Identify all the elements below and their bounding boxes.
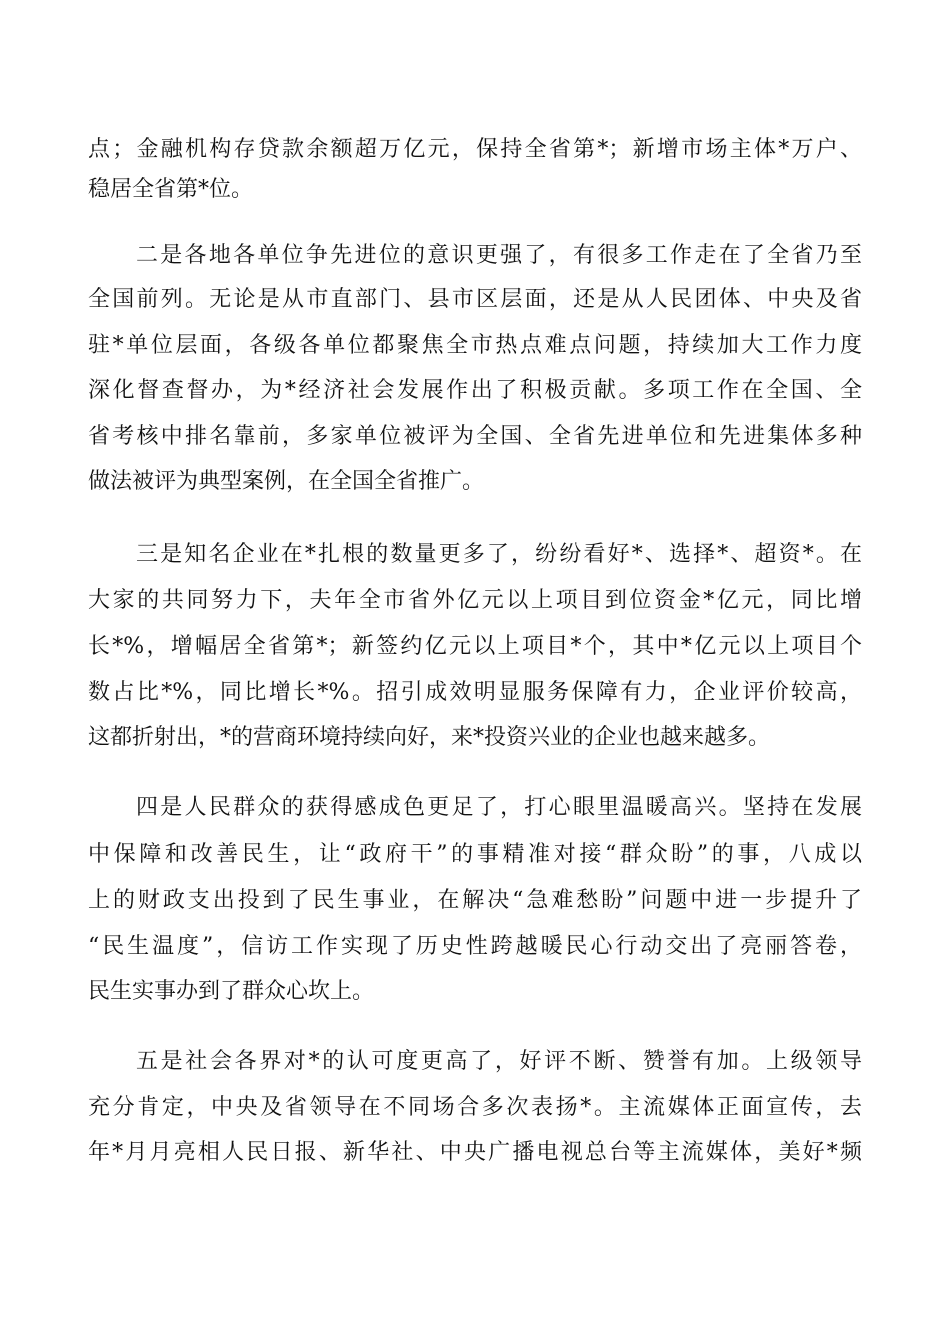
text-line: 这都折射出，*的营商环境持续向好，来*投资兴业的企业也越来越多。 [88, 725, 771, 750]
text-line: 做法被评为典型案例，在全国全省推广。 [88, 469, 485, 494]
text-line: 深化督查督办，为*经济社会发展作出了积极贡献。多项工作在全国、全 [88, 378, 862, 403]
text-line: “民生温度”，信访工作实现了历史性跨越暖民心行动交出了亮丽答卷， [88, 934, 862, 959]
text-line: 大家的共同努力下，夫年全市省外亿元以上项目到位资金*亿元，同比增 [88, 588, 862, 613]
text-line: 点；金融机构存贷款余额超万亿元，保持全省第*；新增市场主体*万户、 [88, 137, 862, 162]
paragraph-5-line-1: 五是社会各界对*的认可度更高了，好评不断、赞誉有加。上级领导 [136, 1049, 862, 1074]
paragraph-3-line-1: 三是知名企业在*扎根的数量更多了，纷纷看好*、选择*、超资*。在 [136, 542, 862, 567]
text-line: 上的财政支出投到了民生事业，在解决“急难愁盼”问题中进一步提升了 [88, 888, 862, 913]
text-line: 年*月月亮相人民日报、新华社、中央广播电视总台等主流媒体，美好*频 [88, 1140, 862, 1165]
text-line: 中保障和改善民生，让“政府干”的事精准对接“群众盼”的事，八成以 [88, 842, 862, 867]
text-line: 民生实事办到了群众心坎上。 [88, 979, 375, 1004]
paragraph-4-line-1: 四是人民群众的获得感成色更足了，打心眼里温暖高兴。坚持在发展 [136, 795, 862, 820]
text-line: 数占比*%，同比增长*%。招引成效明显服务保障有力，企业评价较高， [88, 680, 862, 705]
text-line: 稳居全省第*位。 [88, 177, 254, 202]
paragraph-2-line-1: 二是各地各单位争先进位的意识更强了，有很多工作走在了全省乃至 [136, 243, 862, 268]
text-line: 充分肯定，中央及省领导在不同场合多次表扬*。主流媒体正面宣传，去 [88, 1095, 862, 1120]
text-line: 省考核中排名靠前，多家单位被评为全国、全省先进单位和先进集体多种 [88, 424, 862, 449]
text-line: 驻*单位层面，各级各单位都聚焦全市热点难点问题，持续加大工作力度 [88, 333, 862, 358]
text-line: 全国前列。无论是从市直部门、县市区层面，还是从人民团体、中央及省 [88, 287, 862, 312]
text-line: 长*%，增幅居全省第*；新签约亿元以上项目*个，其中*亿元以上项目个 [88, 634, 862, 659]
